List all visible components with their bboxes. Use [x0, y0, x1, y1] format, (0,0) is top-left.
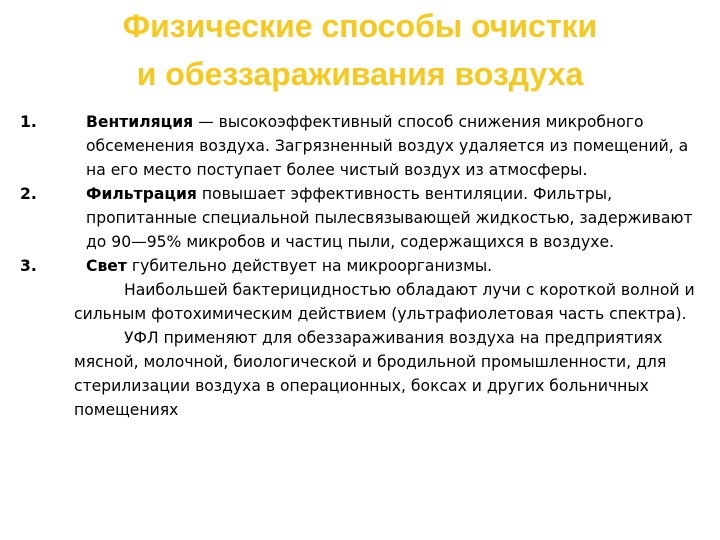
slide-body	[0, 110, 720, 422]
list-number: 1.	[20, 113, 37, 131]
item-text: повышает эффективность вентиляции. Фильтры, пропитанные специальной пылесвязывающей жидкостью, задерживают до 90—95% микробов и частиц пыли, содержащихся в воздухе.	[86, 185, 693, 251]
paragraph-uv-rays	[0, 278, 720, 326]
item-keyword: Фильтрация	[86, 185, 197, 203]
list-item-light	[0, 254, 720, 278]
paragraph-uvl-usage	[0, 326, 720, 422]
item-text: — высокоэффективный способ снижения микробного обсеменения воздуха. Загрязненный воздух удаляется из помещений, а на его место поступает более чистый воздух из атмосферы.	[86, 113, 689, 179]
paragraph-text: Наибольшей бактерицидностью обладают лучи с короткой волной и сильным фотохимическим действием (ультрафиолетовая часть спектра).	[74, 281, 695, 323]
item-keyword: Свет	[86, 257, 127, 275]
item-text: губительно действует на микроорганизмы.	[126, 257, 493, 275]
title-line-2: и обеззараживания воздуха	[136, 56, 584, 92]
list-number: 2.	[20, 185, 37, 203]
title-line-1: Физические способы очистки	[122, 8, 598, 44]
list-item-filtration	[0, 182, 720, 254]
item-keyword: Вентиляция	[86, 113, 194, 131]
paragraph-text: УФЛ применяют для обеззараживания воздуха на предприятиях мясной, молочной, биологической и бродильной промышленности, для стерилизации воздуха в операционных, боксах и других больничных помещениях	[74, 329, 667, 419]
slide-title	[0, 2, 720, 98]
list-number: 3.	[20, 257, 37, 275]
list-item-ventilation	[0, 110, 720, 182]
